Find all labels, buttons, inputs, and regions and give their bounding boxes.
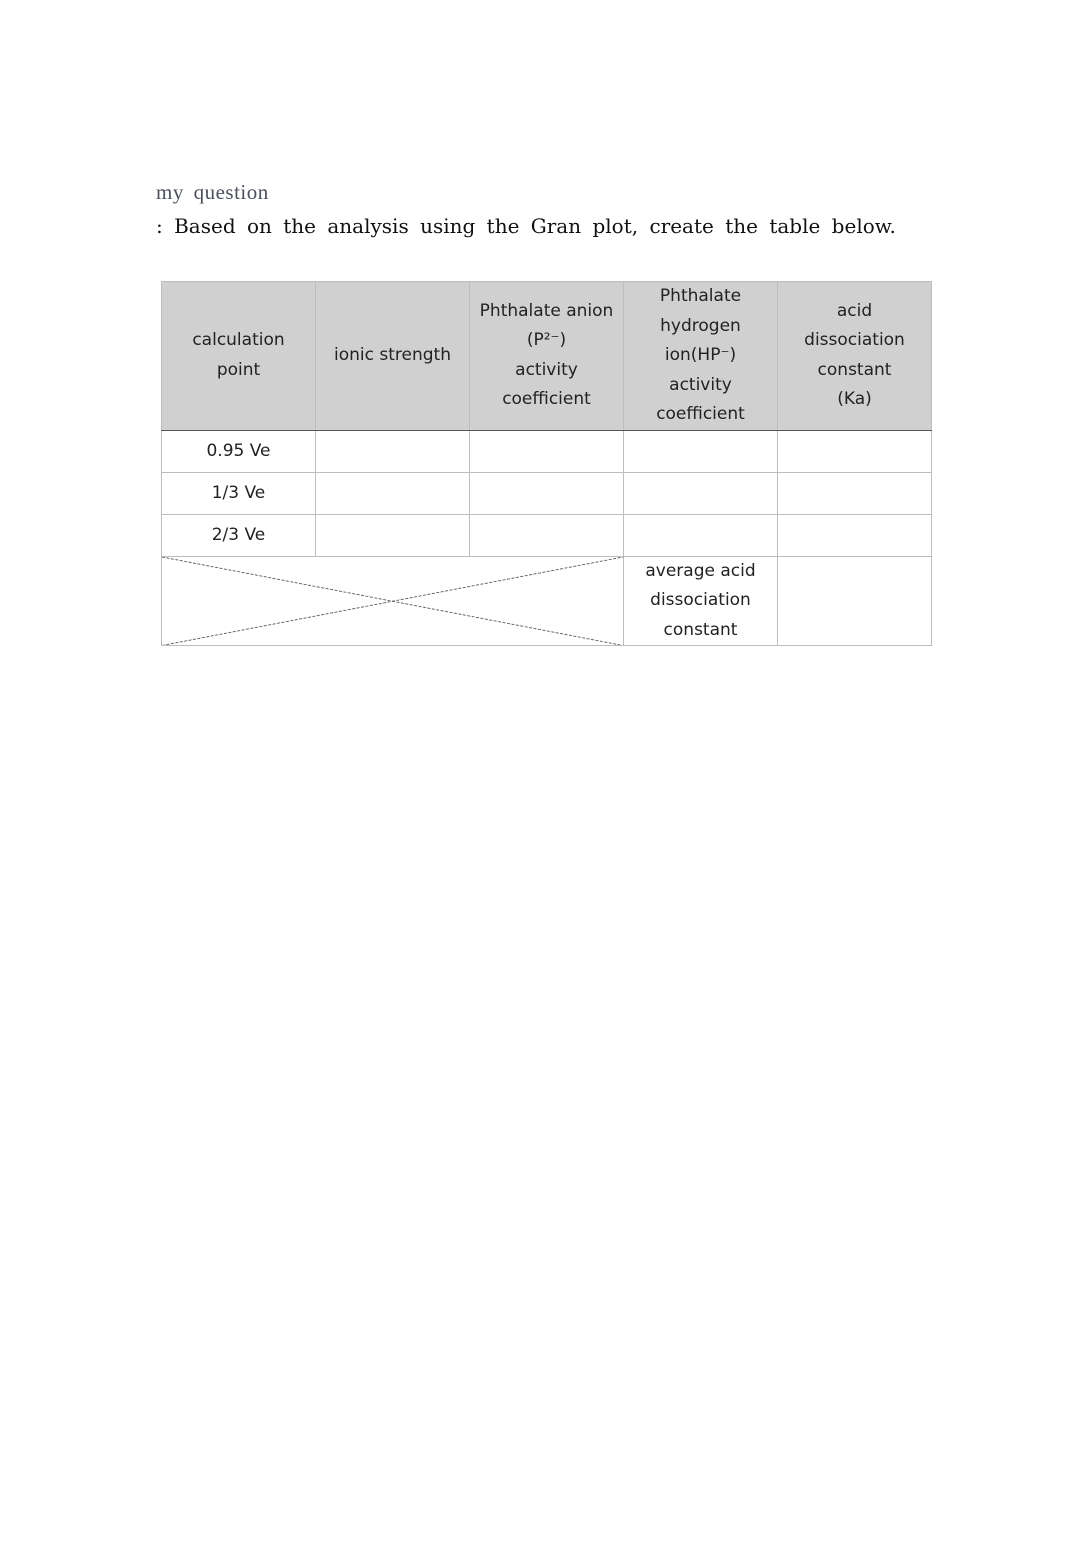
cross-out-lines (162, 557, 623, 646)
table-row (162, 514, 932, 556)
header-ionic-strength: ionic strength (316, 282, 470, 431)
cell-ionic-strength[interactable] (316, 514, 470, 556)
average-label-cell: average acid dissociation constant (624, 556, 778, 646)
header-row (162, 282, 932, 431)
cell-ka[interactable] (778, 514, 932, 556)
cell-p2-activity[interactable] (470, 430, 624, 472)
cell-calculation-point: 0.95 Ve (162, 430, 316, 472)
header-hydrogen-phthalate-activity: Phthalate hydrogen ion(HP⁻) activity coefficient (624, 282, 778, 431)
cell-hp-activity[interactable] (624, 514, 778, 556)
cell-calculation-point: 2/3 Ve (162, 514, 316, 556)
cell-ionic-strength[interactable] (316, 472, 470, 514)
cell-calculation-point: 1/3 Ve (162, 472, 316, 514)
cell-ka[interactable] (778, 472, 932, 514)
header-phthalate-anion-activity: Phthalate anion (P²⁻) activity coefficient (470, 282, 624, 431)
header-acid-dissociation-constant: acid dissociation constant (Ka) (778, 282, 932, 431)
cell-ionic-strength[interactable] (316, 430, 470, 472)
average-row (162, 556, 932, 646)
crossed-out-cell (162, 556, 624, 646)
table-row (162, 472, 932, 514)
cell-hp-activity[interactable] (624, 472, 778, 514)
header-calculation-point: calculation point (162, 282, 316, 431)
cell-p2-activity[interactable] (470, 472, 624, 514)
instruction-text: : Based on the analysis using the Gran plot, create the table below. (156, 214, 896, 238)
results-table-wrapper (161, 281, 931, 646)
table-row (162, 430, 932, 472)
cell-ka[interactable] (778, 430, 932, 472)
cell-p2-activity[interactable] (470, 514, 624, 556)
cell-hp-activity[interactable] (624, 430, 778, 472)
section-heading: my question (156, 180, 269, 204)
cell-average-ka[interactable] (778, 556, 932, 646)
results-table (161, 281, 932, 646)
